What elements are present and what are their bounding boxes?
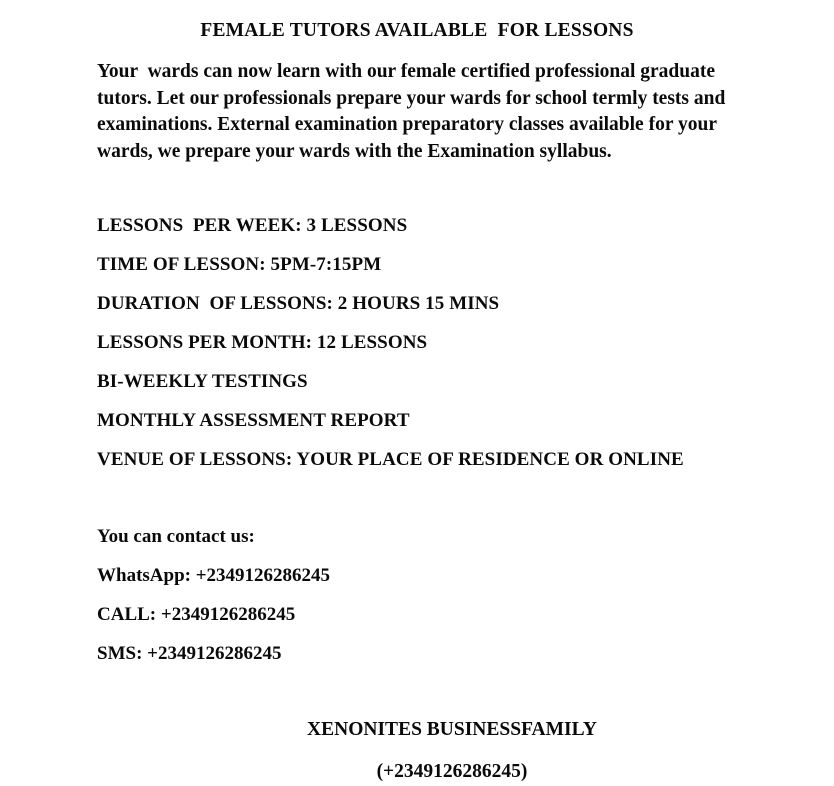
contact-sms: SMS: +2349126286245 [97, 643, 282, 664]
contact-heading: You can contact us: [97, 526, 255, 547]
list-item: LESSONS PER MONTH: 12 LESSONS [97, 332, 428, 353]
contact-whatsapp: WhatsApp: +2349126286245 [97, 565, 331, 586]
list-item: BI-WEEKLY TESTINGS [97, 371, 308, 392]
intro-paragraph: Your wards can now learn with our female certified professional graduate tutors. Let our professionals prepare your wards for school termly tests and examinations. External examination preparatory classes available for your wards, we prepare your wards with the Examination syllabus. [97, 61, 731, 162]
list-item: MONTHLY ASSESSMENT REPORT [97, 410, 410, 431]
footer-business-name: XENONITES BUSINESSFAMILY [307, 719, 597, 740]
contact-block [97, 526, 657, 682]
footer-phone: (+2349126286245) [376, 761, 528, 782]
footer-block [0, 718, 834, 784]
list-item: LESSONS PER WEEK: 3 LESSONS [97, 215, 408, 236]
list-item: TIME OF LESSON: 5PM-7:15PM [97, 254, 382, 275]
list-item: VENUE OF LESSONS: YOUR PLACE OF RESIDENCE OR ONLINE [97, 449, 684, 470]
contact-call: CALL: +2349126286245 [97, 604, 296, 625]
page-title: FEMALE TUTORS AVAILABLE FOR LESSONS [200, 20, 634, 41]
list-item: DURATION OF LESSONS: 2 HOURS 15 MINS [97, 293, 500, 314]
lesson-details-list [97, 215, 797, 488]
